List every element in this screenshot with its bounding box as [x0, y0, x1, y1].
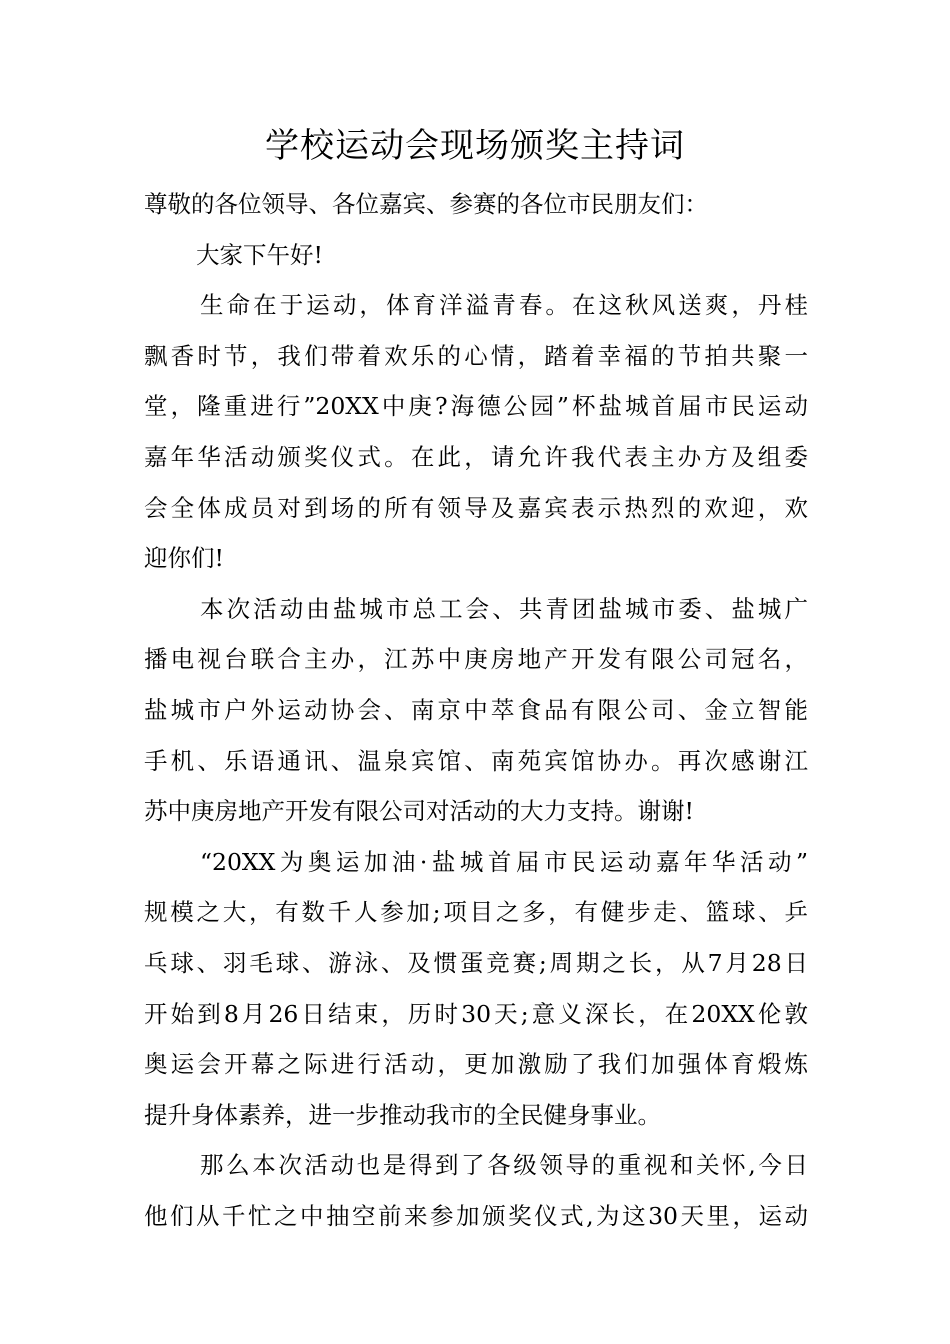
paragraph-2-line-2: 播电视台联合主办，江苏中庚房地产开发有限公司冠名， — [144, 645, 808, 674]
paragraph-3-line-4: 开始到8月26日结束，历时30天;意义深长，在20XX伦敦 — [144, 999, 808, 1028]
document-title: 学校运动会现场颁奖主持词 — [265, 126, 685, 166]
paragraph-2-line-5: 苏中庚房地产开发有限公司对活动的大力支持。谢谢! — [144, 797, 694, 826]
paragraph-1-line-6: 迎你们! — [144, 544, 224, 573]
greeting-line: 大家下午好! — [196, 240, 323, 269]
paragraph-2-line-4: 手机、乐语通讯、温泉宾馆、南苑宾馆协办。再次感谢江 — [144, 746, 808, 775]
paragraph-3-line-2: 规模之大，有数千人参加;项目之多，有健步走、篮球、乒 — [144, 898, 808, 927]
paragraph-3-line-1: “20XX为奥运加油·盐城首届市民运动嘉年华活动” — [200, 847, 808, 876]
paragraph-4-line-1: 那么本次活动也是得到了各级领导的重视和关怀,今日 — [200, 1151, 808, 1180]
paragraph-2-line-1: 本次活动由盐城市总工会、共青团盐城市委、盐城广 — [200, 594, 808, 623]
document-body — [144, 179, 808, 1241]
salutation-line: 尊敬的各位领导、各位嘉宾、参赛的各位市民朋友们： — [144, 190, 708, 218]
paragraph-2-line-3: 盐城市户外运动协会、南京中萃食品有限公司、金立智能 — [144, 695, 808, 724]
paragraph-4-line-2: 他们从千忙之中抽空前来参加颁奖仪式,为这30天里，运动 — [144, 1201, 808, 1230]
paragraph-1-line-2: 飘香时节，我们带着欢乐的心情，踏着幸福的节拍共聚一 — [144, 341, 808, 370]
paragraph-3-line-5: 奥运会开幕之际进行活动，更加激励了我们加强体育煅炼 — [144, 1050, 808, 1079]
paragraph-3-line-6: 提升身体素养，进一步推动我市的全民健身事业。 — [144, 1100, 661, 1129]
paragraph-3-line-3: 乓球、羽毛球、游泳、及惯蛋竞赛;周期之长，从7月28日 — [144, 948, 808, 977]
paragraph-1-line-1: 生命在于运动，体育洋溢青春。在这秋风送爽，丹桂 — [200, 291, 808, 320]
paragraph-1-line-4: 嘉年华活动颁奖仪式。在此，请允许我代表主办方及组委 — [144, 442, 808, 471]
paragraph-1-line-3: 堂，隆重进行”20XX中庚?海德公园”杯盐城首届市民运动 — [144, 392, 808, 421]
paragraph-1-line-5: 会全体成员对到场的所有领导及嘉宾表示热烈的欢迎，欢 — [144, 493, 808, 522]
